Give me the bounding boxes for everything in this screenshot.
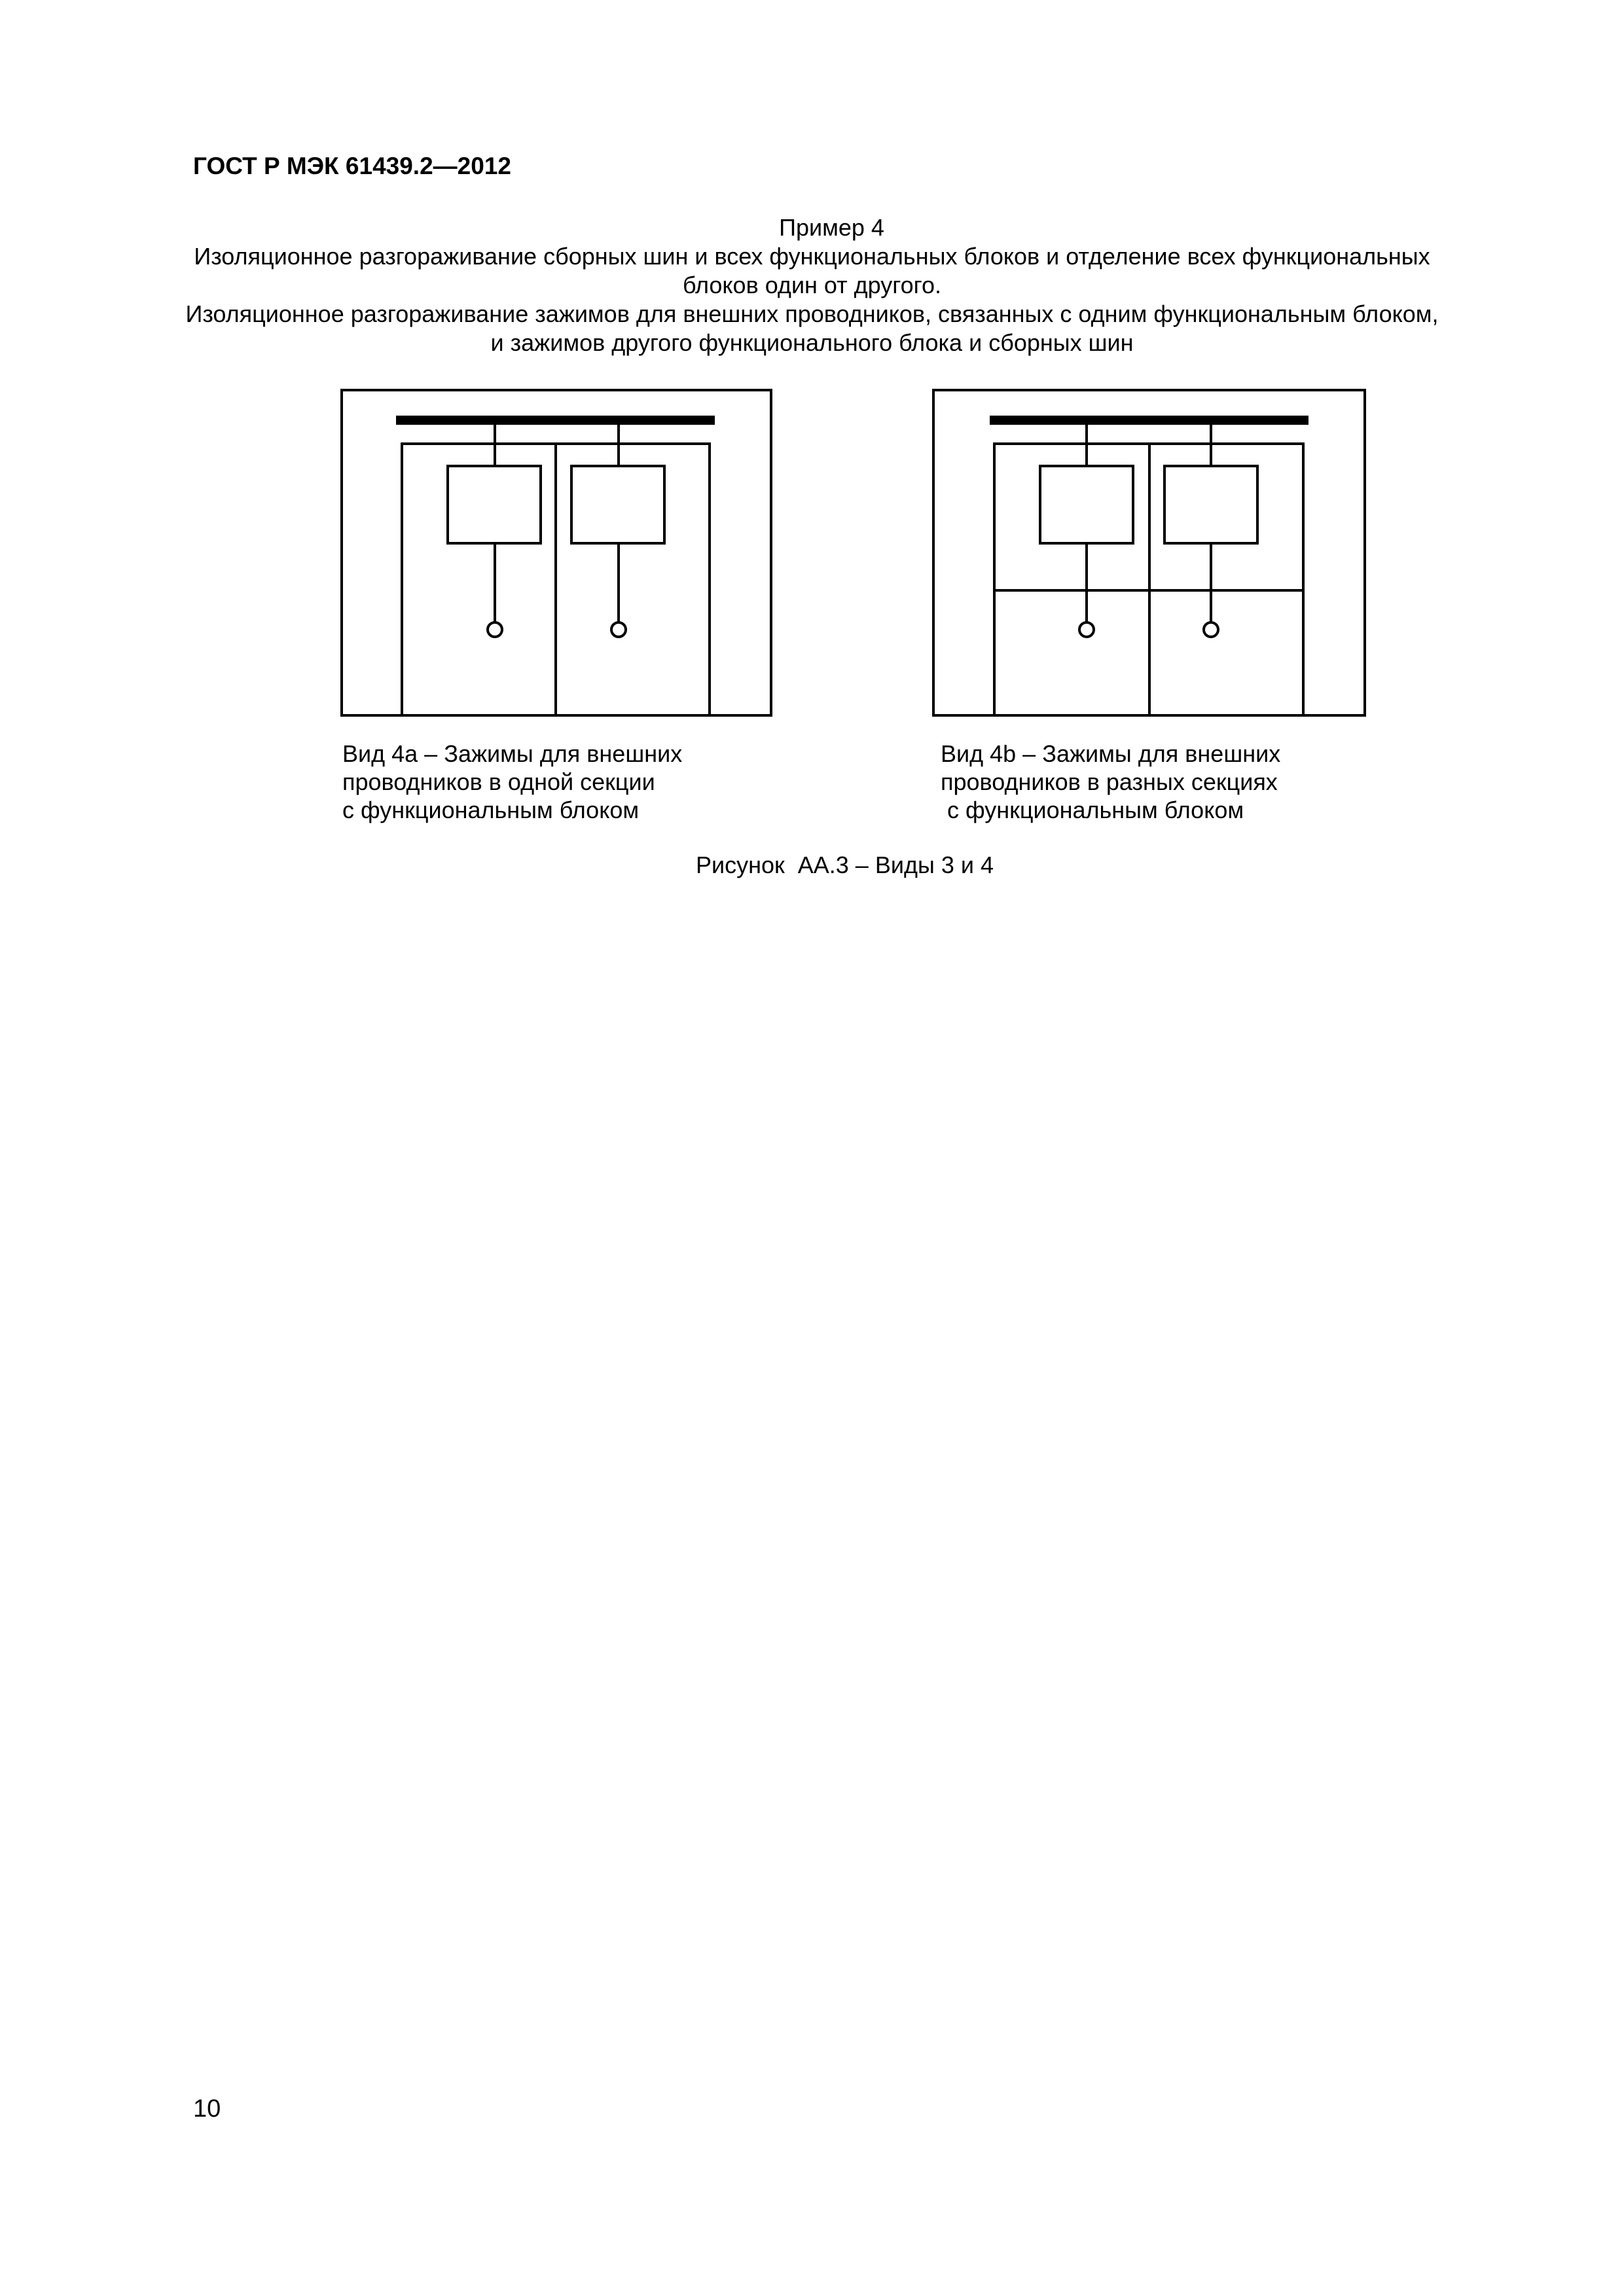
caption-line: проводников в одной секции [342,768,655,795]
view-4b-caption [941,740,1280,824]
example-line: и зажимов другого функционального блока и сборных шин [490,329,1134,356]
document-header: ГОСТ Р МЭК 61439.2—2012 [193,152,511,179]
functional-unit [1040,466,1133,543]
example-title: Пример 4 [779,214,884,241]
caption-line: Вид 4a – Зажимы для внешних [342,740,683,767]
page-number: 10 [193,2095,221,2123]
functional-unit [571,466,664,543]
caption-line: с функциональным блоком [342,797,640,823]
terminal-symbol [488,622,502,637]
caption-line: Вид 4b – Зажимы для внешних [941,740,1281,767]
functional-unit [448,466,541,543]
view-4a-caption [342,740,682,824]
terminal-symbol [1079,622,1094,637]
caption-line: с функциональным блоком [941,797,1244,823]
diagram-view-4b [933,390,1365,715]
diagram-view-4a [342,390,771,715]
caption-line: проводников в разных секциях [941,768,1278,795]
example-line: блоков один от другого. [682,272,942,298]
figure-caption: Рисунок AA.3 – Виды 3 и 4 [695,852,994,878]
functional-unit [1164,466,1257,543]
terminal-symbol [1204,622,1218,637]
terminal-symbol [611,622,626,637]
example-line: Изоляционное разгораживание сборных шин и всех функциональных блоков и отделение всех функциональных [194,243,1430,270]
example-line: Изоляционное разгораживание зажимов для внешних проводников, связанных с одним функциональным блоком, [185,300,1439,327]
